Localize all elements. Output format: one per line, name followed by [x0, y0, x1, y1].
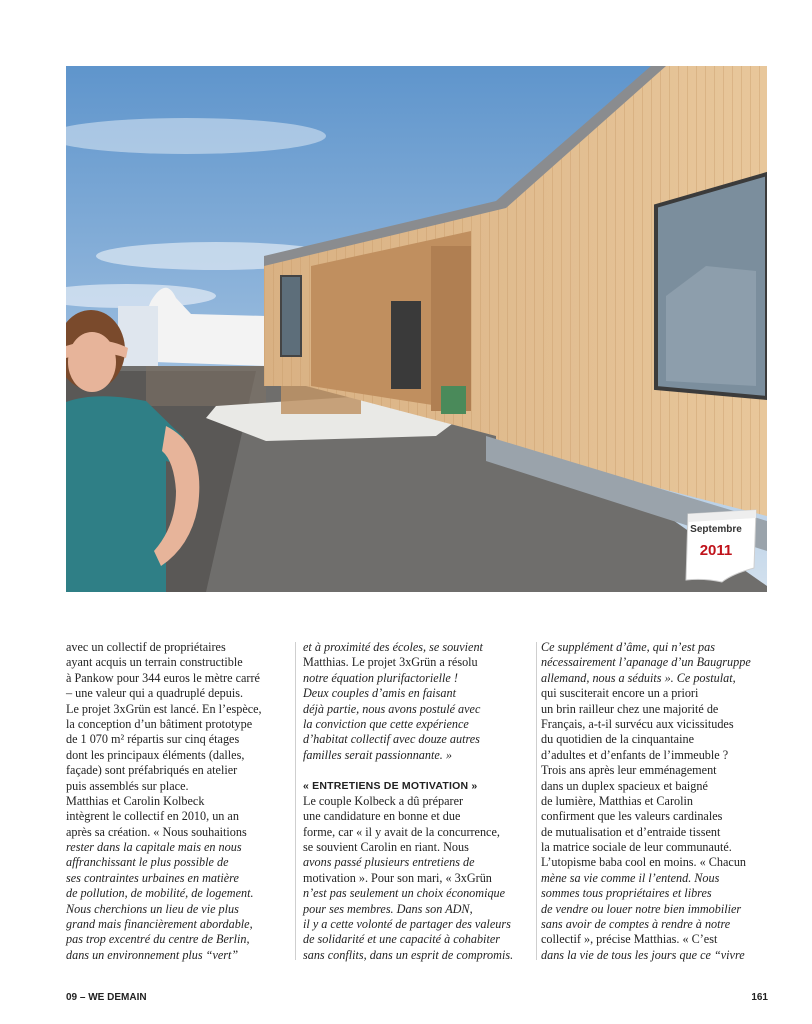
- text-line: une candidature en bonne et due: [303, 809, 461, 824]
- text-line: avons passé plusieurs entretiens de: [303, 855, 475, 870]
- text-line: façade) sont préfabriqués en atelier: [66, 763, 238, 778]
- text-line: dans un environnement plus “vert”: [66, 947, 239, 962]
- text-line: collectif », précise Matthias. « C’est: [541, 932, 718, 947]
- text-line: la conception d’un bâtiment prototype: [66, 716, 253, 731]
- text-line: forme, car « il y avait de la concurrence,: [303, 824, 500, 839]
- text-line: [303, 763, 529, 778]
- text-line: motivation ». Pour son mari, « 3xGrün: [303, 870, 492, 885]
- text-line: allemand, nous a séduits ». Ce postulat,: [541, 670, 736, 685]
- text-line: mène sa vie comme il l’entend. Nous: [541, 870, 720, 885]
- text-line: déjà partie, nous avons postulé avec: [303, 701, 481, 716]
- text-line: de 1 070 m² répartis sur cinq étages: [66, 732, 240, 747]
- text-line: sans avoir de comptes à rendre à notre: [541, 917, 731, 932]
- text-line: qui susciterait encore un a priori: [541, 686, 699, 701]
- text-line: de pollution, de mobilité, de logement.: [66, 886, 254, 901]
- text-line: se souvient Carolin en riant. Nous: [303, 840, 469, 855]
- text-line: ses contraintes urbaines en matière: [66, 870, 239, 885]
- text-line: puis assemblés sur place.: [66, 778, 189, 793]
- text-line: sans conflits, dans un esprit de compromis.: [303, 947, 514, 962]
- text-line: – une valeur qui a quadruplé depuis.: [66, 686, 244, 701]
- text-line: d’adultes et d’enfants de l’immeuble ?: [541, 747, 729, 762]
- text-line: Matthias. Le projet 3xGrün a résolu: [303, 655, 478, 670]
- text-line: nécessairement l’apanage d’un Baugruppe: [541, 655, 751, 670]
- text-line: de mutualisation et d’entraide tissent: [541, 824, 721, 839]
- text-line: n’est pas seulement un choix économique: [303, 886, 506, 901]
- text-line: d’habitat collectif avec douze autres: [303, 732, 480, 747]
- text-line: il y a cette volonté de partager des valeurs: [303, 917, 511, 932]
- text-line: pour ses membres. Dans son ADN,: [303, 901, 473, 916]
- text-line: avec un collectif de propriétaires: [66, 640, 226, 654]
- text-line: de solidarité et une capacité à cohabiter: [303, 932, 500, 947]
- text-line: sommes tous propriétaires et libres: [541, 886, 712, 901]
- text-line: après sa création. « Nous souhaitions: [66, 824, 247, 839]
- footer-page-number: 161: [751, 992, 768, 1003]
- text-line: Ce supplément d’âme, qui n’est pas: [541, 640, 715, 654]
- text-line: Français, a-t-il survécu aux vicissitudes: [541, 716, 734, 731]
- text-line: et à proximité des écoles, se souvient: [303, 640, 483, 654]
- text-line: L’utopisme baba cool en moins. « Chacun: [541, 855, 747, 870]
- text-line: grand mais financièrement abordable,: [66, 917, 253, 932]
- text-line: familles serait passionnante. »: [303, 747, 452, 762]
- text-line: affranchissant le plus possible de: [66, 855, 229, 870]
- text-line: Trois ans après leur emménagement: [541, 763, 717, 778]
- text-line: rester dans la capitale mais en nous: [66, 840, 242, 855]
- text-line: Deux couples d’amis en faisant: [303, 686, 456, 701]
- text-line: ayant acquis un terrain constructible: [66, 655, 243, 670]
- text-line: dans un duplex spacieux et baigné: [541, 778, 708, 793]
- text-line: la matrice sociale de leur communauté.: [541, 840, 732, 855]
- text-line: pas trop excentré du centre de Berlin,: [66, 932, 250, 947]
- text-line: la conviction que cette expérience: [303, 716, 469, 731]
- text-column-1: [66, 640, 288, 963]
- text-line: du quotidien de la cinquantaine: [541, 732, 694, 747]
- calendar-year: 2011: [699, 542, 733, 559]
- text-line: Nous cherchions un lieu de vie plus: [66, 901, 239, 916]
- text-line: dont les principaux éléments (dalles,: [66, 747, 245, 762]
- text-line: à Pankow pour 344 euros le mètre carré: [66, 670, 260, 685]
- text-line: un brin railleur chez une majorité de: [541, 701, 719, 716]
- text-line: Le couple Kolbeck a dû préparer: [303, 793, 464, 808]
- calendar-month: Septembre: [690, 524, 742, 535]
- text-line: dans la vie de tous les jours que ce “vivre: [541, 947, 745, 962]
- photo-rooftop-building: [66, 66, 767, 592]
- calendar-tag: [682, 508, 766, 586]
- text-line: de vendre ou louer notre bien immobilier: [541, 901, 742, 916]
- text-line: confirment que les valeurs cardinales: [541, 809, 723, 824]
- text-column-3: [541, 640, 769, 963]
- text-line: Le projet 3xGrün est lancé. En l’espèce,: [66, 701, 262, 716]
- text-line: intègrent le collectif en 2010, un an: [66, 809, 239, 824]
- text-column-2: [303, 640, 529, 963]
- footer-magazine-name: 09 – WE DEMAIN: [66, 992, 147, 1003]
- section-heading: « ENTRETIENS DE MOTIVATION »: [303, 779, 478, 792]
- text-line: de lumière, Matthias et Carolin: [541, 793, 693, 808]
- text-line: notre équation plurifactorielle !: [303, 670, 458, 685]
- text-line: Matthias et Carolin Kolbeck: [66, 793, 205, 808]
